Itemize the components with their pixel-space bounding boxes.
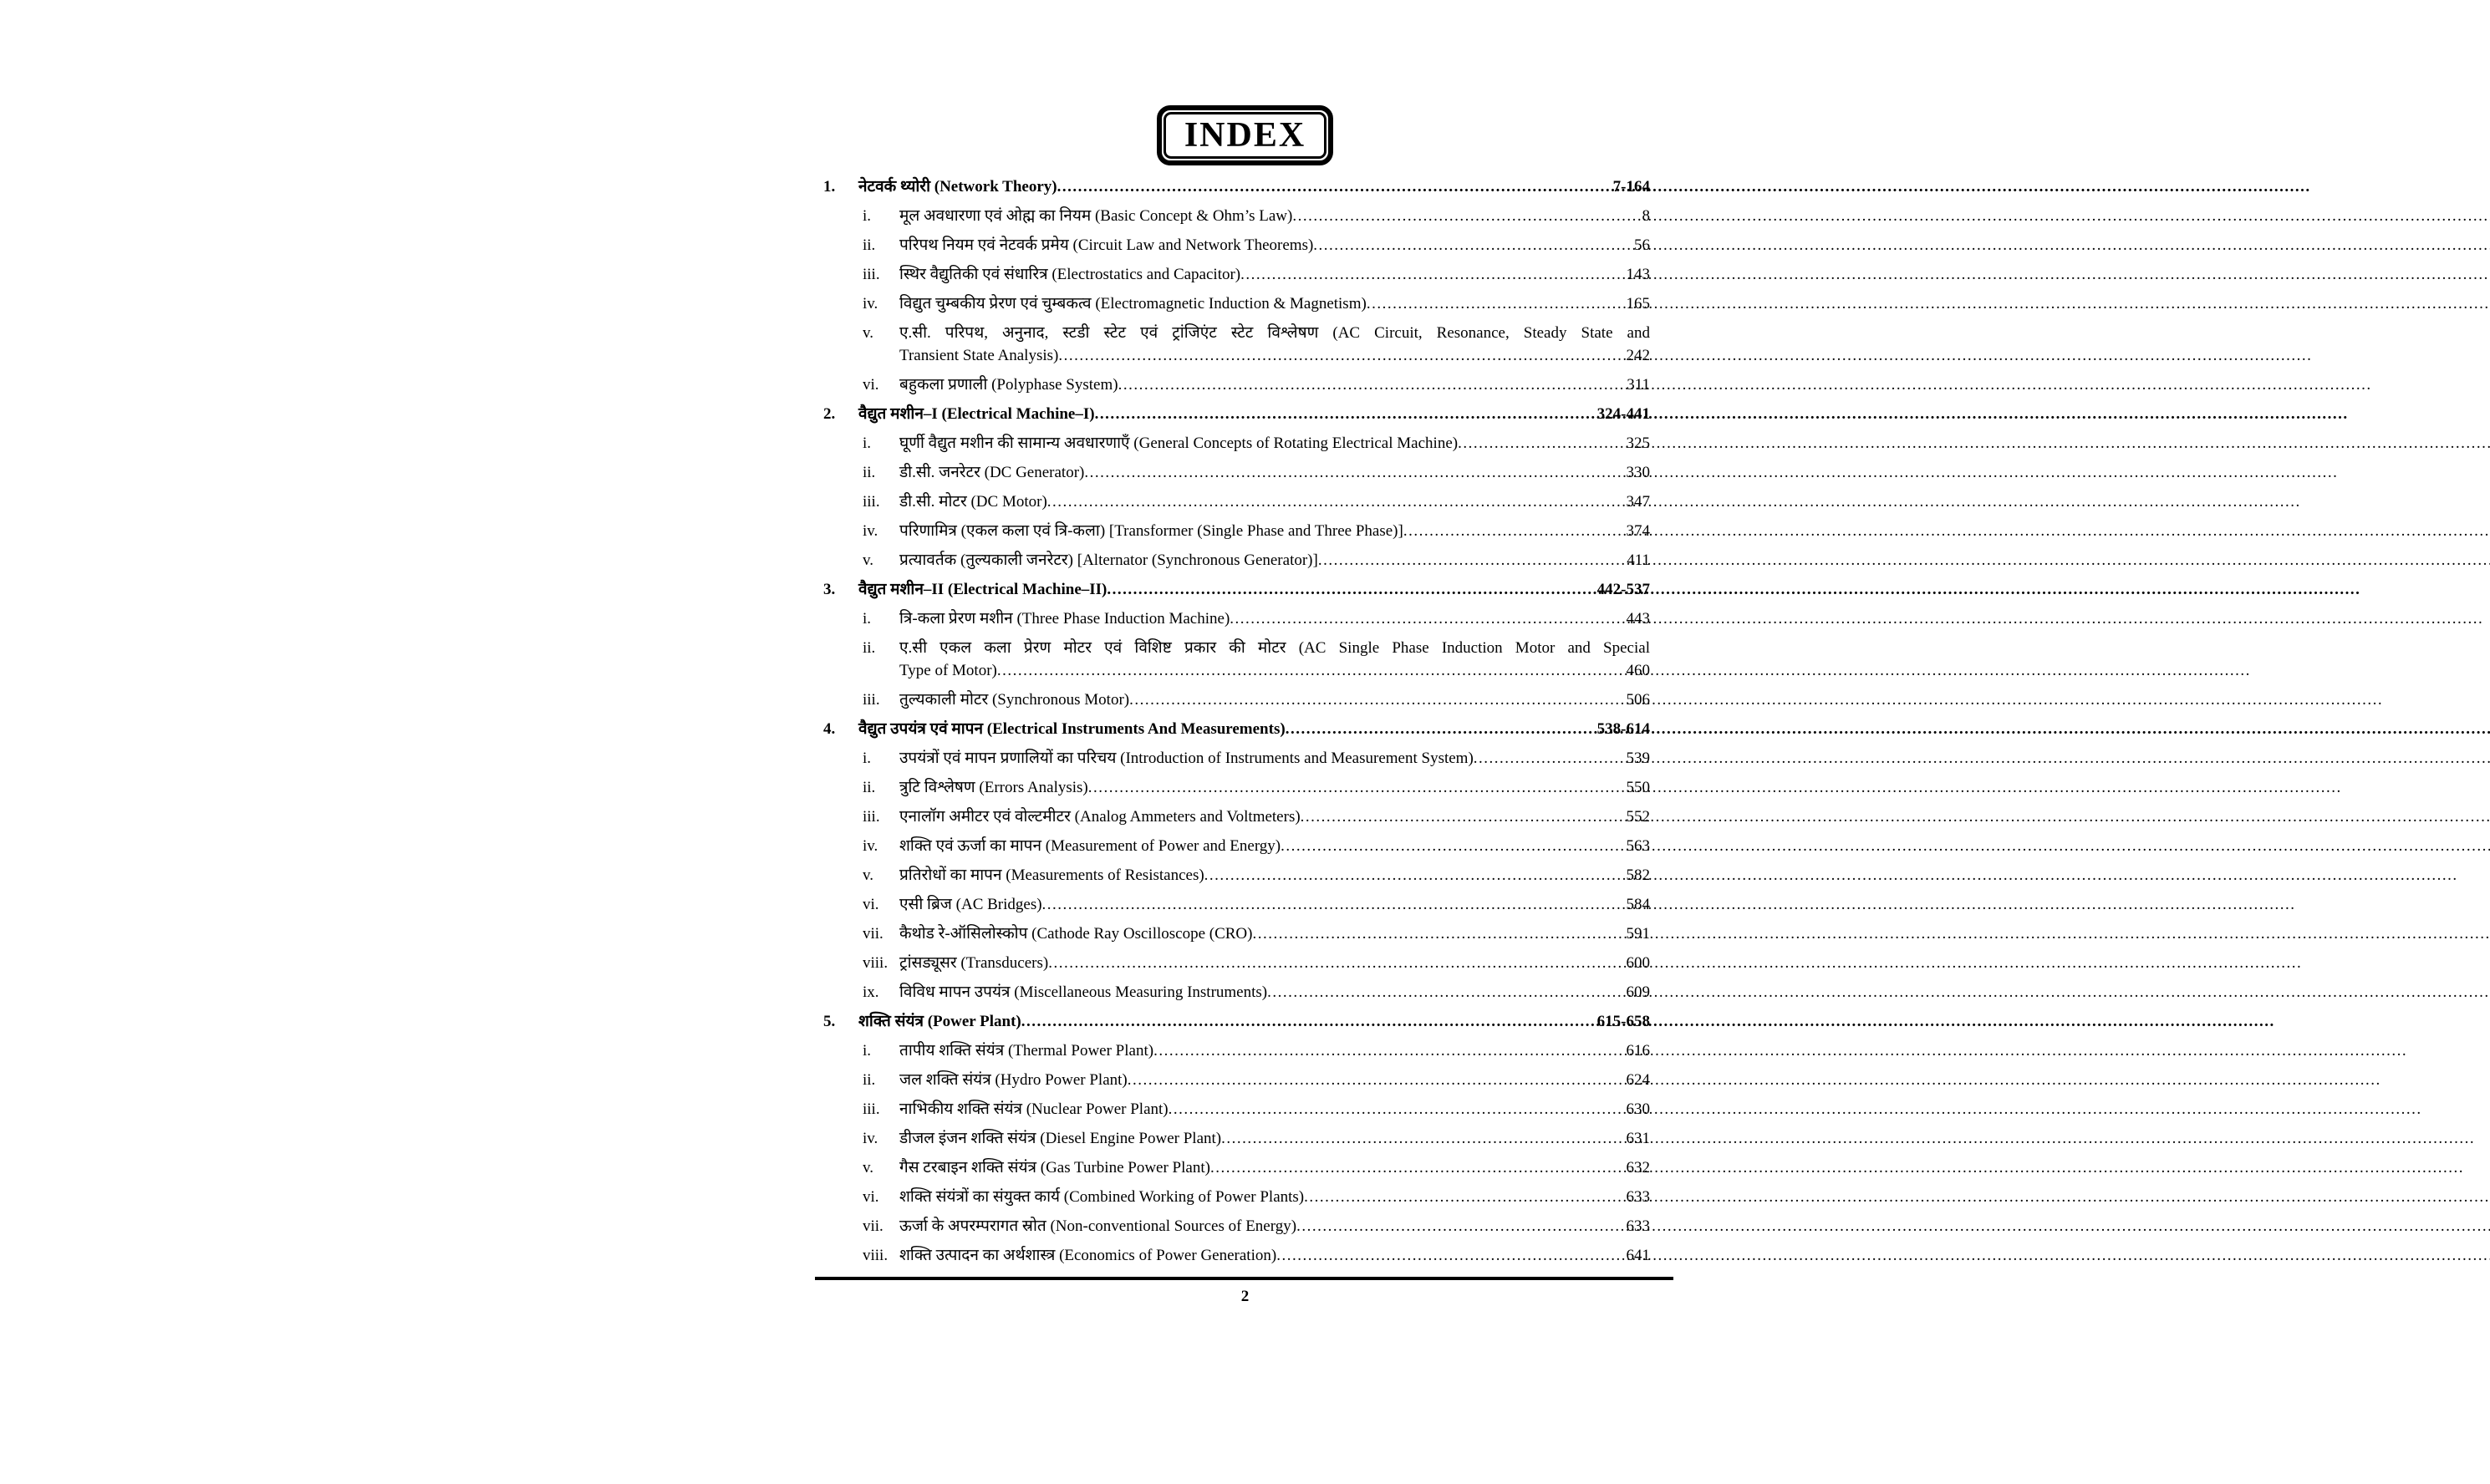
chapter-row: [823, 578, 1650, 601]
item-roman: iii.: [863, 266, 880, 283]
item-roman: iii.: [863, 1100, 880, 1118]
item-row: [823, 263, 1650, 286]
item-row: [823, 549, 1650, 572]
chapter-title: वैद्युत मशीन–II (Electrical Machine–II): [858, 581, 1108, 598]
dot-leader: [1221, 1127, 1625, 1150]
item-page: 165: [1626, 295, 1650, 313]
item-row: [823, 1127, 1650, 1150]
item-roman: ii.: [863, 1071, 876, 1089]
item-label: विविध मापन उपयंत्र (Miscellaneous Measuring Instruments): [899, 983, 1268, 1001]
item-row: [823, 1156, 1650, 1179]
item-page: 609: [1626, 983, 1650, 1001]
item-roman: vi.: [863, 1188, 879, 1206]
item-label: प्रतिरोधों का मापन (Measurements of Resistances): [899, 867, 1204, 884]
item-page: 411: [1627, 551, 1650, 569]
item-page: 374: [1626, 522, 1650, 540]
item-page: 552: [1626, 808, 1650, 826]
item-label-line1: ए.सी एकल कला प्रेरण मोटर एवं विशिष्ट प्रकार की मोटर (AC Single Phase Induction Motor and Special: [899, 639, 1650, 657]
item-page: 633: [1626, 1217, 1650, 1235]
dot-leader: [1058, 344, 1625, 367]
item-label: त्रुटि विश्लेषण (Errors Analysis): [899, 779, 1088, 796]
dot-leader: [1458, 432, 1625, 455]
item-page: 582: [1626, 867, 1650, 884]
item-page: 632: [1626, 1159, 1650, 1177]
chapter-number: 5.: [823, 1013, 836, 1030]
chapter-page-range: 538-614: [1596, 720, 1650, 738]
dot-leader: [1210, 1156, 1626, 1179]
item-page: 616: [1626, 1042, 1650, 1060]
item-label-line2-row: [899, 659, 1650, 682]
dot-leader: [1301, 806, 1626, 828]
dot-leader: [1292, 205, 1641, 227]
item-roman: i.: [863, 1042, 872, 1060]
item-label: एनालॉग अमीटर एवं वोल्टमीटर (Analog Ammeters and Voltmeters): [899, 808, 1301, 826]
item-roman: v.: [863, 867, 874, 884]
dot-leader: [1230, 607, 1625, 630]
item-row: [823, 1186, 1650, 1208]
item-roman: i.: [863, 610, 872, 628]
footer-page-number: 2: [1240, 1288, 1250, 1305]
item-row: [823, 1039, 1650, 1062]
item-page: 143: [1626, 266, 1650, 283]
dot-leader: [1474, 747, 1626, 770]
item-row: [823, 234, 1650, 257]
dot-leader: [1296, 1215, 1625, 1238]
item-row-wrapped: [823, 322, 1650, 367]
chapter-number: 3.: [823, 581, 836, 598]
item-row: [823, 1098, 1650, 1121]
item-row: [823, 806, 1650, 828]
dot-leader: [1153, 1039, 1625, 1062]
item-page: 330: [1626, 464, 1650, 481]
dot-leader: [1021, 1010, 1596, 1033]
dot-leader: [1276, 1244, 1625, 1267]
chapter-title: नेटवर्क थ्योरी (Network Theory): [858, 178, 1057, 196]
item-roman: ii.: [863, 779, 876, 796]
item-page: 8: [1642, 207, 1650, 225]
item-page: 325: [1626, 435, 1650, 452]
item-roman: v.: [863, 324, 874, 342]
dot-leader: [997, 659, 1626, 682]
item-page: 242: [1626, 347, 1650, 364]
item-row: [823, 520, 1650, 542]
item-row: [823, 952, 1650, 974]
item-page: 311: [1627, 376, 1650, 394]
item-row: [823, 1215, 1650, 1238]
chapter-row: [823, 175, 1650, 198]
item-roman: viii.: [863, 1247, 889, 1264]
item-label: परिणामित्र (एकल कला एवं त्रि-कला) [Transformer (Single Phase and Three Phase)]: [899, 522, 1403, 540]
item-page: 550: [1626, 779, 1650, 796]
item-roman: vii.: [863, 925, 883, 943]
item-label: स्थिर वैद्युतिकी एवं संधारित्र (Electrostatics and Capacitor): [899, 266, 1241, 283]
dot-leader: [1304, 1186, 1625, 1208]
chapter-title: शक्ति संयंत्र (Power Plant): [858, 1013, 1021, 1030]
item-row: [823, 292, 1650, 315]
item-row: [823, 607, 1650, 630]
dot-leader: [1240, 263, 1625, 286]
item-label: नाभिकीय शक्ति संयंत्र (Nuclear Power Plant): [899, 1100, 1169, 1118]
dot-leader: [1204, 864, 1626, 887]
item-page: 506: [1626, 691, 1650, 709]
item-page: 56: [1634, 236, 1650, 254]
dot-leader: [1313, 234, 1633, 257]
chapter-row: [823, 718, 1650, 740]
item-row-wrapped: [823, 637, 1650, 682]
item-page: 600: [1626, 954, 1650, 972]
item-roman: vii.: [863, 1217, 883, 1235]
dot-leader: [1128, 1069, 1626, 1091]
dot-leader: [1084, 461, 1625, 484]
item-row: [823, 432, 1650, 455]
item-page: 539: [1626, 750, 1650, 767]
index-title-inner-border: [1164, 112, 1326, 159]
chapter-number: 2.: [823, 405, 836, 423]
item-roman: ii.: [863, 236, 876, 254]
item-page: 641: [1626, 1247, 1650, 1264]
dot-leader: [1267, 981, 1625, 1004]
item-row: [823, 490, 1650, 513]
index-title-box: [1157, 105, 1333, 165]
dot-leader: [1048, 952, 1625, 974]
item-label: तुल्यकाली मोटर (Synchronous Motor): [899, 691, 1130, 709]
item-label-line2: Type of Motor): [899, 662, 997, 679]
item-roman: i.: [863, 207, 872, 225]
dot-leader: [1118, 374, 1627, 396]
item-body: [899, 637, 1650, 682]
item-row: [823, 1244, 1650, 1267]
item-row: [823, 922, 1650, 945]
item-label-line2-row: [899, 344, 1650, 367]
item-label-line2: Transient State Analysis): [899, 347, 1059, 364]
item-row: [823, 776, 1650, 799]
chapter-row: [823, 1010, 1650, 1033]
chapter-page-range: 442-537: [1596, 581, 1650, 598]
chapter-number: 4.: [823, 720, 836, 738]
toc-list: [823, 175, 1650, 1267]
dot-leader: [1286, 718, 1596, 740]
item-label: तापीय शक्ति संयंत्र (Thermal Power Plant): [899, 1042, 1154, 1060]
item-row: [823, 893, 1650, 916]
item-roman: vi.: [863, 896, 879, 913]
item-roman: ii.: [863, 639, 876, 657]
item-label: डी.सी. मोटर (DC Motor): [899, 493, 1047, 511]
item-page: 630: [1626, 1100, 1650, 1118]
item-label: उपयंत्रों एवं मापन प्रणालियों का परिचय (Introduction of Instruments and Measurement System): [899, 750, 1474, 767]
chapter-number: 1.: [823, 178, 836, 196]
dot-leader: [1253, 922, 1626, 945]
item-roman: iv.: [863, 1130, 878, 1147]
dot-leader: [1107, 578, 1596, 601]
item-label: कैथोड रे-ऑसिलोस्कोप (Cathode Ray Oscilloscope (CRO): [899, 925, 1253, 943]
item-roman: i.: [863, 750, 872, 767]
dot-leader: [1057, 175, 1612, 198]
item-page: 633: [1626, 1188, 1650, 1206]
item-label: डी.सी. जनरेटर (DC Generator): [899, 464, 1085, 481]
item-row: [823, 835, 1650, 857]
item-page: 624: [1626, 1071, 1650, 1089]
item-body: [899, 322, 1650, 367]
chapter-page-range: 615-658: [1596, 1013, 1650, 1030]
item-roman: ii.: [863, 464, 876, 481]
item-label: विद्युत चुम्बकीय प्रेरण एवं चुम्बकत्व (Electromagnetic Induction & Magnetism): [899, 295, 1367, 313]
item-roman: vi.: [863, 376, 879, 394]
item-page: 563: [1626, 837, 1650, 855]
item-roman: i.: [863, 435, 872, 452]
footer-rule: [815, 1277, 1673, 1280]
item-roman: iv.: [863, 837, 878, 855]
item-label: त्रि-कला प्रेरण मशीन (Three Phase Induction Machine): [899, 610, 1230, 628]
item-roman: v.: [863, 1159, 874, 1177]
dot-leader: [1367, 292, 1626, 315]
item-row: [823, 747, 1650, 770]
item-page: 591: [1626, 925, 1650, 943]
item-label: एसी ब्रिज (AC Bridges): [899, 896, 1042, 913]
dot-leader: [1095, 403, 1596, 425]
item-label: ऊर्जा के अपरम्परागत स्रोत (Non-conventional Sources of Energy): [899, 1217, 1297, 1235]
item-label: शक्ति उत्पादन का अर्थशास्त्र (Economics of Power Generation): [899, 1247, 1277, 1264]
chapter-page-range: 324-441: [1596, 405, 1650, 423]
item-roman: iii.: [863, 691, 880, 709]
chapter-row: [823, 403, 1650, 425]
chapter-title: वैद्युत उपयंत्र एवं मापन (Electrical Instruments And Measurements): [858, 720, 1286, 738]
item-label: परिपथ नियम एवं नेटवर्क प्रमेय (Circuit Law and Network Theorems): [899, 236, 1314, 254]
item-roman: v.: [863, 551, 874, 569]
dot-leader: [1403, 520, 1626, 542]
item-roman: viii.: [863, 954, 889, 972]
item-roman: ix.: [863, 983, 879, 1001]
item-row: [823, 205, 1650, 227]
item-page: 347: [1626, 493, 1650, 511]
item-page: 631: [1626, 1130, 1650, 1147]
item-label: बहुकला प्रणाली (Polyphase System): [899, 376, 1118, 394]
item-page: 443: [1626, 610, 1650, 628]
chapter-title: वैद्युत मशीन–I (Electrical Machine–I): [858, 405, 1095, 423]
item-label-line1: ए.सी. परिपथ, अनुनाद, स्टडी स्टेट एवं ट्रांजिएंट स्टेट विश्लेषण (AC Circuit, Resonance, Steady State and: [899, 324, 1650, 342]
item-row: [823, 864, 1650, 887]
item-label: शक्ति संयंत्रों का संयुक्त कार्य (Combined Working of Power Plants): [899, 1188, 1305, 1206]
item-label: शक्ति एवं ऊर्जा का मापन (Measurement of Power and Energy): [899, 837, 1281, 855]
dot-leader: [1281, 835, 1625, 857]
chapter-page-range: 7-164: [1612, 178, 1650, 196]
item-label: मूल अवधारणा एवं ओह्म का नियम (Basic Concept & Ohm’s Law): [899, 207, 1293, 225]
item-label: प्रत्यावर्तक (तुल्यकाली जनरेटर) [Alternator (Synchronous Generator)]: [899, 551, 1318, 569]
item-page: 584: [1626, 896, 1650, 913]
dot-leader: [1088, 776, 1626, 799]
item-label: जल शक्ति संयंत्र (Hydro Power Plant): [899, 1071, 1128, 1089]
item-roman: iii.: [863, 808, 880, 826]
item-label: घूर्णी वैद्युत मशीन की सामान्य अवधारणाएँ (General Concepts of Rotating Electrical Machine): [899, 435, 1459, 452]
document-page: [712, 105, 1778, 1484]
dot-leader: [1042, 893, 1626, 916]
item-label: डीजल इंजन शक्ति संयंत्र (Diesel Engine Power Plant): [899, 1130, 1222, 1147]
item-roman: iii.: [863, 493, 880, 511]
dot-leader: [1129, 689, 1625, 711]
item-row: [823, 461, 1650, 484]
dot-leader: [1169, 1098, 1626, 1121]
item-row: [823, 374, 1650, 396]
dot-leader: [1318, 549, 1626, 572]
item-row: [823, 981, 1650, 1004]
item-roman: iv.: [863, 295, 878, 313]
item-label: गैस टरबाइन शक्ति संयंत्र (Gas Turbine Power Plant): [899, 1159, 1210, 1177]
item-row: [823, 689, 1650, 711]
item-label: ट्रांसड्यूसर (Transducers): [899, 954, 1049, 972]
item-page: 460: [1626, 662, 1650, 679]
item-row: [823, 1069, 1650, 1091]
item-roman: iv.: [863, 522, 878, 540]
page-title: INDEX: [1184, 116, 1306, 155]
dot-leader: [1047, 490, 1626, 513]
